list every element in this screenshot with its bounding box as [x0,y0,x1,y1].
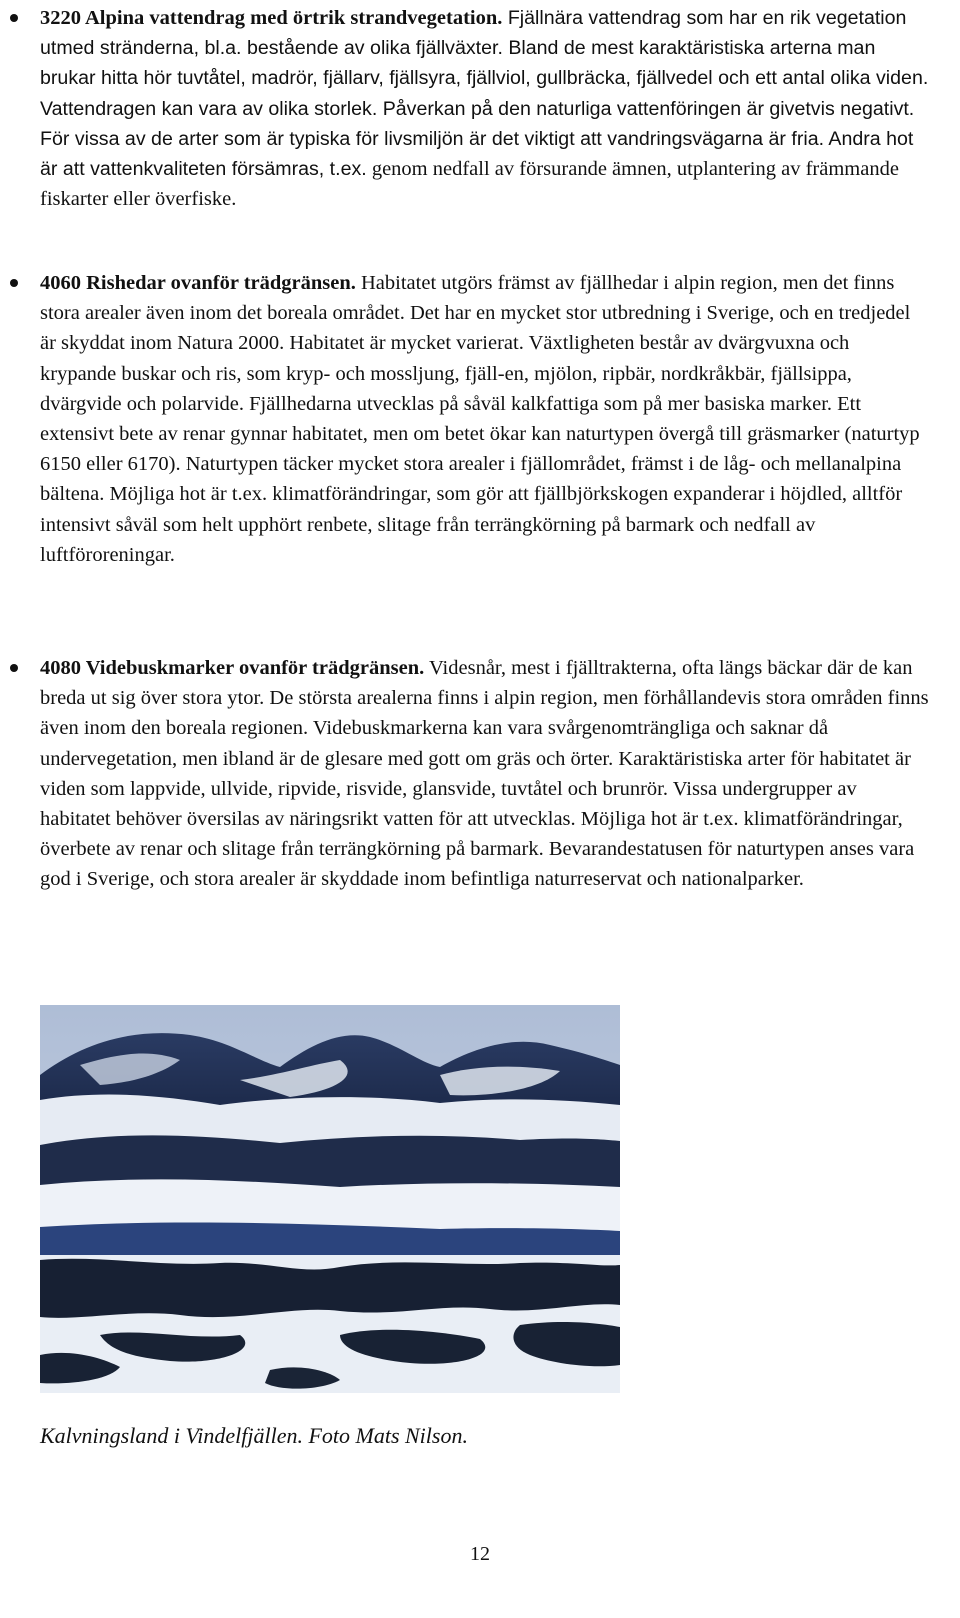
item-body: Habitatet utgörs främst av fjällhedar i alpin region, men det finns stora arealer även inom det boreala området. Det har en mycket stor utbredning i Sverige, och en tredjedel är skyddat inom Natura 2000. Habitatet är mycket varierat. Växtligheten består av dvärgvuxna och krypande buskar och ris, som kryp- och mossljung, fjäll-en, mjölon, ripbär, nordkråkbär, fjällsippa, dvärgvide och polarvide. Fjällhedarna utvecklas på såväl kalkfattiga som på mer basiska marker. Ett extensivt bete av renar gynnar habitatet, men om betet ökar kan naturtypen övergå till gräsmarker (naturtyp 6150 eller 6170). Naturtypen täcker mycket stora arealer i fjällområdet, främst i de låg- och mellanalpina bältena. Möjliga hot är t.ex. klimatförändringar, som gör att fjällbjörkskogen expanderar i höjdled, alltför intensivt såväl som helt upphört renbete, slitage från terrängkörning på barmark och nedfall av luftföroreningar. [40,272,920,566]
list-item [40,268,930,570]
bullet-icon [10,279,18,287]
mountain-landscape-image [40,1005,620,1393]
item-body: Videsnår, mest i fjälltrakterna, ofta längs bäckar där de kan breda ut sig över stora ytor. De största arealerna finns i alpin region, men förhållandevis stora områden finns även inom den boreala regionen. Videbuskmarkerna kan vara svårgenomträngliga och saknar då undervegetation, men ibland är de glesare med gott om gräs och örter. Karaktäristiska arter för habitatet är viden som lappvide, ullvide, ripvide, risvide, glansvide, tuvtåtel och brunrör. Vissa undergrupper av habitatet behöver översilas av näringsrikt vatten för att utvecklas. Möjliga hot är t.ex. klimatförändringar, överbete av renar och slitage från terrängkörning på barmark. Bevarandestatusen för naturtypen anses vara god i Sverige, och stora arealer är skyddade inom befintliga naturreservat och nationalparker. [40,657,929,891]
page-number: 12 [470,1543,490,1565]
mountain-photo [40,1005,620,1393]
item-title: 4080 Videbuskmarker ovanför trädgränsen. [40,657,425,679]
item-title: 3220 Alpina vattendrag med örtrik strandvegetation. [40,7,503,29]
item-body-tail: genom nedfall av försurande ämnen, utplantering av främmande fiskarter eller överfiske. [40,158,899,211]
list-item [40,3,930,214]
bullet-icon [10,664,18,672]
item-body: Fjällnära vattendrag som har en rik vegetation utmed stränderna, bl.a. bestående av olika fjällväxter. Bland de mest karaktäristiska arterna man brukar hitta hör tuvtåtel, madrör, fjällarv, fjällsyra, fjällviol, gullbräcka, fjällvedel och ett antal olika viden. Vattendragen kan vara av olika storlek. Påverkan på den naturliga vattenföringen är givetvis negativt. För vissa av de arter som är typiska för livsmiljön är det viktigt att vandringsvägarna är fria. Andra hot är att vattenkvaliteten försämras, t.ex. [40,7,929,181]
item-title: 4060 Rishedar ovanför trädgränsen. [40,272,356,294]
photo-caption: Kalvningsland i Vindelfjällen. Foto Mats Nilson. [40,1423,468,1448]
bullet-icon [10,14,18,22]
list-item [40,653,930,895]
